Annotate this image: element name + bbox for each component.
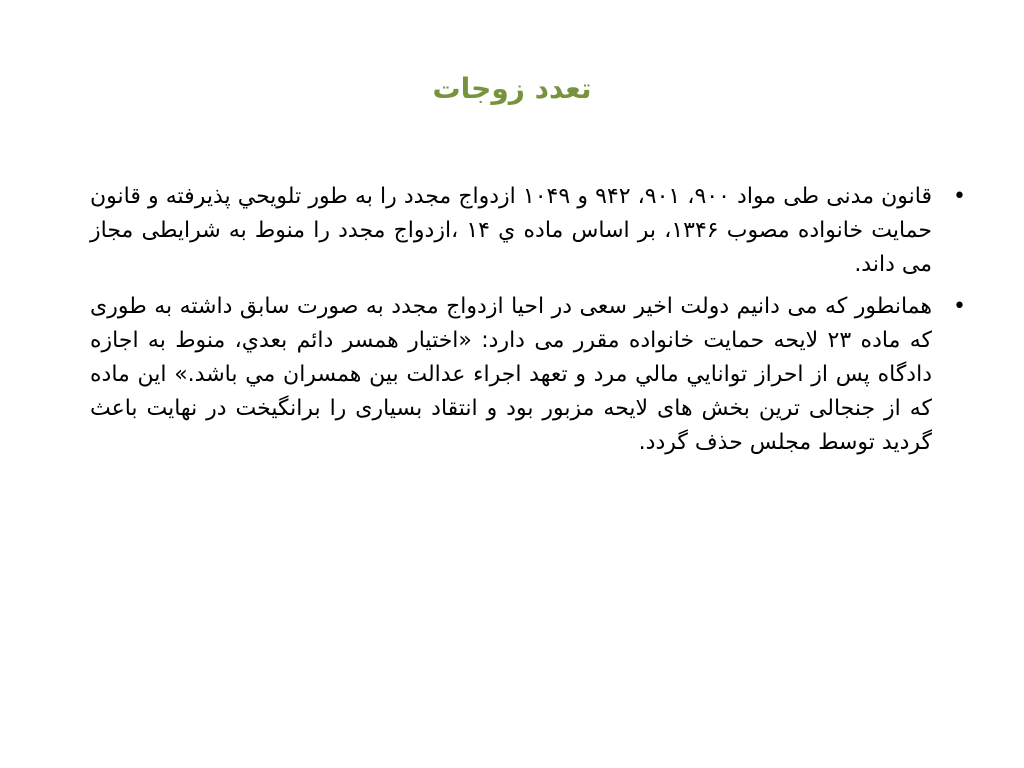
bullet-item xyxy=(90,180,972,282)
slide-title: تعدد زوجات xyxy=(432,72,592,105)
bullet-item xyxy=(90,290,972,460)
bullet-text: قانون مدنی طی مواد ۹۰۰، ۹۰۱، ۹۴۲ و ۱۰۴۹ ازدواج مجدد را به طور تلویحي پذیرفته و قانون حمایت خانواده مصوب ۱۳۴۶، بر اساس ماده ي ۱۴ ،ازدواج مجدد را منوط به شرایطی مجاز می داند. xyxy=(90,184,932,277)
bullet-marker: • xyxy=(953,294,966,319)
bullet-text: همانطور که می دانیم دولت اخیر سعی در احیا ازدواج مجدد به صورت سابق داشته به طوری که ماده ۲۳ لایحه حمایت خانواده مقرر می دارد: «اختیار همسر دائم بعدي، منوط به اجازه دادگاه پس از احراز توانايي مالي مرد و تعهد اجراء عدالت بین همسران مي باشد.» این ماده که از جنجالی ترین بخش های لایحه مزبور بود و انتقاد بسیاری را برانگیخت در نهایت باعث گردید توسط مجلس حذف گردد. xyxy=(90,294,932,455)
bullet-marker: • xyxy=(953,184,966,209)
bullet-list xyxy=(90,180,972,468)
